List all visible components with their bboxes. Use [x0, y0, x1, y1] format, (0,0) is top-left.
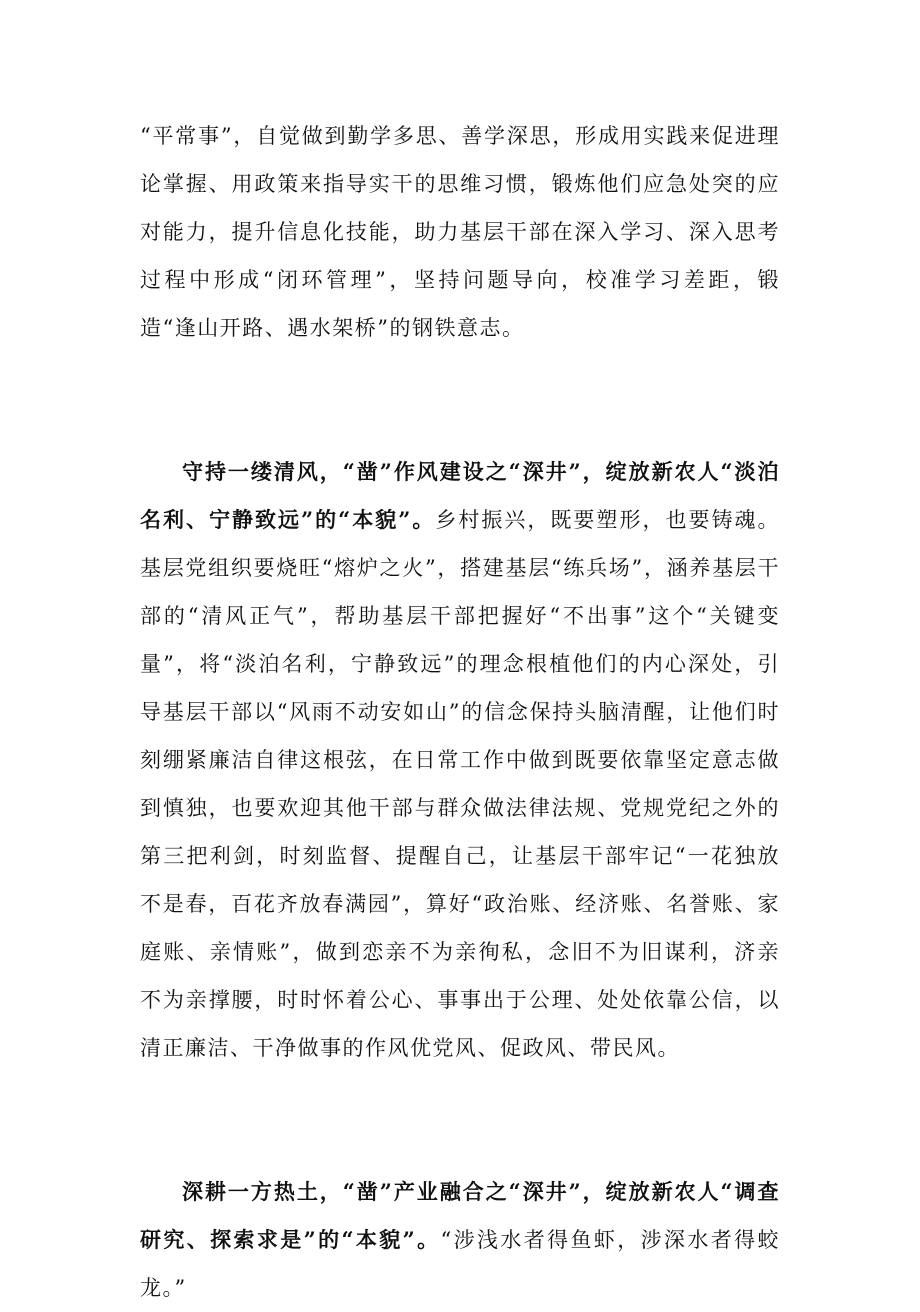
paragraph-2: [140, 448, 780, 1072]
paragraph-3-lead: 深耕一方热土，“凿”产业融合之“深井”，绽放新农人“调查研究、探索求是”的“本貌”。: [140, 1179, 780, 1252]
paragraph-2-lead: 守持一缕清风，“凿”作风建设之“深井”，绽放新农人“淡泊名利、宁静致远”的“本貌”。: [140, 459, 780, 532]
paragraph-1: [140, 112, 780, 352]
paragraph-2-body: 乡村振兴，既要塑形，也要铸魂。基层党组织要烧旺“熔炉之火”，搭建基层“练兵场”，涵养基层干部的“清风正气”，帮助基层干部把握好“不出事”这个“关键变量”，将“淡泊名利，宁静致远”的理念根植他们的内心深处，引导基层干部以“风雨不动安如山”的信念保持头脑清醒，让他们时刻绷紧廉洁自律这根弦，在日常工作中做到既要依靠坚定意志做到慎独，也要欢迎其他干部与群众做法律法规、党规党纪之外的第三把利剑，时刻监督、提醒自己，让基层干部牢记“一花独放不是春，百花齐放春满园”，算好“政治账、经济账、名誉账、家庭账、亲情账”，做到恋亲不为亲徇私，念旧不为旧谋利，济亲不为亲撑腰，时时怀着公心、事事出于公理、处处依靠公信，以清正廉洁、干净做事的作风优党风、促政风、带民风。: [140, 508, 780, 1060]
paragraph-3: [140, 1168, 780, 1312]
paragraph-3-body: “涉浅水者得鱼虾，涉深水者得蛟龙。”: [140, 1228, 780, 1300]
paragraph-gap: [140, 352, 780, 448]
paragraph-1-body: “平常事”，自觉做到勤学多思、善学深思，形成用实践来促进理论掌握、用政策来指导实干的思维习惯，锻炼他们应急处突的应对能力，提升信息化技能，助力基层干部在深入学习、深入思考过程中形成“闭环管理”，坚持问题导向，校准学习差距，锻造“逢山开路、遇水架桥”的钢铁意志。: [140, 124, 780, 340]
paragraph-gap: [140, 1072, 780, 1168]
